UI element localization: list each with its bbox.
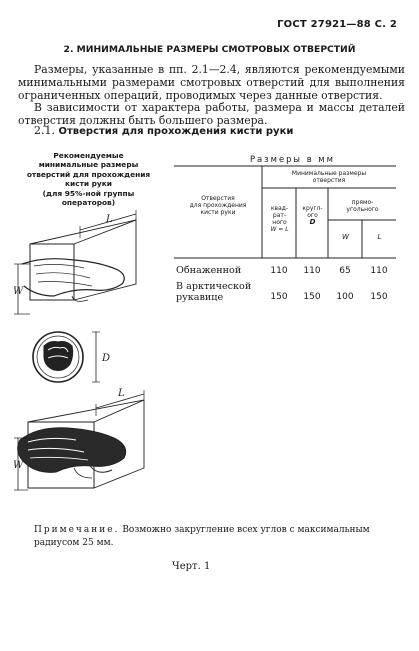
table-cell: 150: [303, 292, 321, 302]
note-label: Примечание.: [34, 525, 120, 535]
section-title: 2. МИНИМАЛЬНЫЕ РАЗМЕРЫ СМОТРОВЫХ ОТВЕРСТИЙ: [63, 44, 356, 55]
sizes-table: [174, 165, 396, 321]
caption-line: Рекомендуемые: [53, 151, 124, 160]
header-round: кругл- ого D: [302, 205, 323, 226]
label-bottom-l: L: [118, 388, 125, 399]
header-opening: Отверстия для прохождения кисти руки: [189, 195, 247, 216]
table-cell: 110: [270, 266, 288, 276]
caption-line: минимальные размеры: [38, 160, 139, 170]
label-top-w: W: [14, 286, 24, 297]
label-bottom-w: W: [14, 460, 24, 471]
label-circle-d: D: [102, 353, 111, 364]
paragraph-2: В зависимости от характера работы, размера и массы деталей отверстия должны быть большего размера.: [18, 101, 405, 128]
subsection-number: 2.1.: [34, 124, 55, 137]
recommended-caption: [16, 151, 161, 207]
table-cell: 65: [339, 266, 351, 276]
caption-line: (для 95%-ной группы: [42, 188, 135, 198]
row-label: Обнаженной: [176, 265, 242, 276]
sizes-caption: Размеры в мм: [250, 154, 335, 164]
caption-line: операторов): [61, 198, 116, 208]
intro-paragraph: [18, 64, 405, 128]
row-label: В арктической рукавице: [176, 281, 252, 303]
caption-line: кисти руки: [65, 179, 112, 189]
flat-hand-drawing: [14, 210, 136, 314]
hand-drawings: [14, 200, 164, 500]
label-top-l: L: [106, 214, 113, 225]
table-cell: 110: [370, 266, 388, 276]
header-min-sizes: Минимальные размеры отверстия: [291, 170, 367, 184]
fist-circle-drawing: [33, 332, 100, 382]
table-cell: 110: [303, 266, 321, 276]
header-l: L: [377, 233, 382, 241]
table-cell: 150: [370, 292, 388, 302]
note: [34, 524, 402, 550]
drawing-label: Черт. 1: [172, 561, 211, 572]
table-cell: 150: [270, 292, 288, 302]
paragraph-1: Размеры, указанные в пп. 2.1—2.4, являются рекомендуемыми минимальными размерами смотровых отверстий для выполнения ограниченных операций, проводимых через данные отверстия.: [18, 63, 405, 102]
page-header: ГОСТ 27921—88 С. 2: [277, 19, 397, 30]
gloved-hand-drawing: [14, 390, 144, 490]
subsection-title: Отверстия для прохождения кисти руки: [58, 126, 294, 137]
note-text: Возможно закругление всех углов с максимальным радиусом 25 мм.: [34, 525, 370, 548]
header-square: квад- рат- ного W = L: [270, 205, 289, 233]
header-rect: прямо- угольного: [346, 199, 379, 213]
subsection-heading: [34, 124, 293, 137]
hand-figure: [14, 200, 164, 504]
table-cell: 100: [336, 292, 354, 302]
header-w: W: [342, 233, 349, 241]
caption-line: отверстий для прохождения: [26, 169, 151, 179]
